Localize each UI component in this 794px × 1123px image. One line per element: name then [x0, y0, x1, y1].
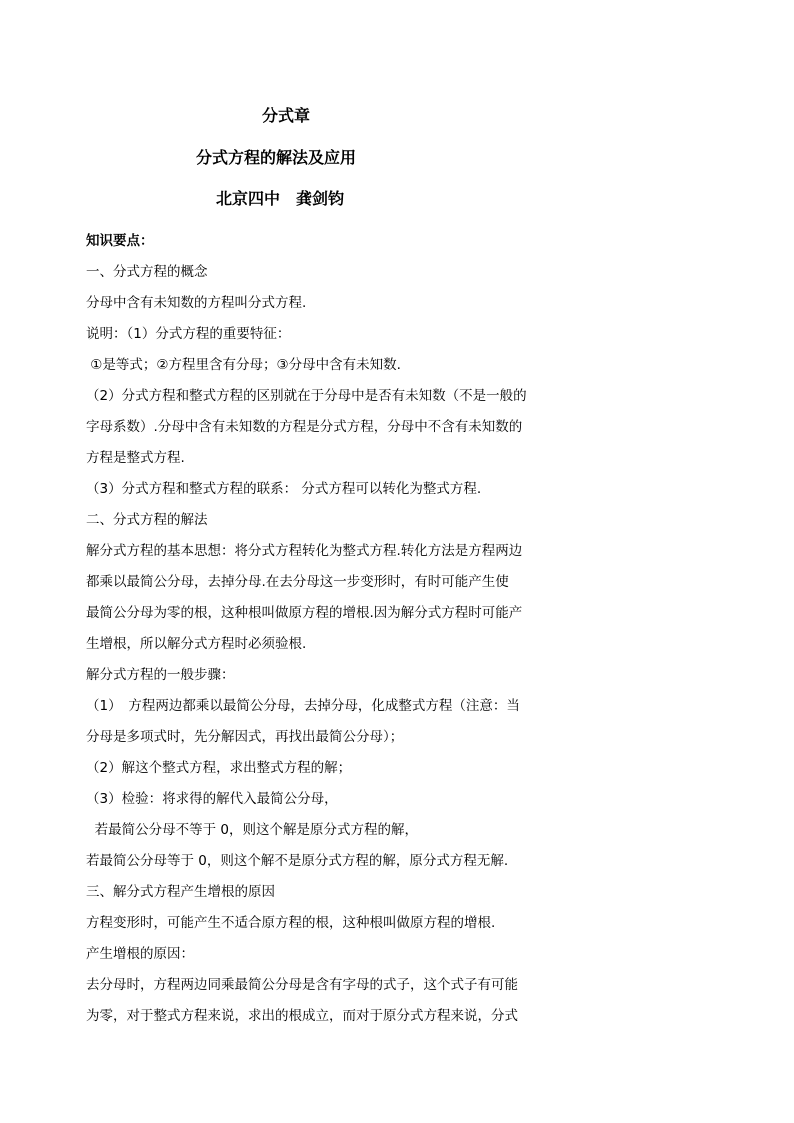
text-line: 方程变形时，可能产生不适合原方程的根，这种根叫做原方程的增根.	[86, 915, 496, 931]
text-line: 若最简公分母等于 0，则这个解不是原分式方程的解，原分式方程无解.	[86, 853, 509, 869]
document-body	[86, 226, 556, 1032]
text-line: （2）解这个整式方程，求出整式方程的解；	[86, 760, 352, 776]
text-line: （3）分式方程和整式方程的联系： 分式方程可以转化为整式方程.	[86, 481, 482, 497]
text-line: ①是等式；②方程里含有分母；③分母中含有未知数.	[86, 357, 401, 373]
text-line: 最简公分母为零的根，这种根叫做原方程的增根.因为解分式方程时可能产	[86, 605, 523, 621]
text-line: （1） 方程两边都乘以最简公分母，去掉分母，化成整式方程（注意：当	[86, 698, 520, 714]
chapter-title: 分式章	[262, 106, 311, 125]
text-line: 去分母时，方程两边同乘最简公分母是含有字母的式子，这个式子有可能	[86, 977, 518, 993]
text-line: 分母中含有未知数的方程叫分式方程.	[86, 295, 307, 311]
text-line: 若最简公分母不等于 0，则这个解是原分式方程的解，	[86, 822, 418, 838]
section-heading: 知识要点：	[86, 233, 154, 249]
heading-concept: 一、分式方程的概念	[86, 264, 208, 280]
heading-solution: 二、分式方程的解法	[86, 512, 208, 528]
lesson-title: 分式方程的解法及应用	[196, 148, 357, 167]
text-line: 都乘以最简公分母，去掉分母.在去分母这一步变形时，有时可能产生使	[86, 574, 509, 590]
text-line: 解分式方程的一般步骤：	[86, 667, 235, 683]
text-line: 解分式方程的基本思想：将分式方程转化为整式方程.转化方法是方程两边	[86, 543, 523, 559]
text-line: 为零，对于整式方程来说，求出的根成立，而对于原分式方程来说，分式	[86, 1008, 518, 1024]
text-line: 分母是多项式时，先分解因式，再找出最简公分母）；	[86, 729, 404, 745]
heading-extraneous-root: 三、解分式方程产生增根的原因	[86, 884, 275, 900]
text-line: 生增根，所以解分式方程时必须验根.	[86, 636, 307, 652]
text-line: （3）检验：将求得的解代入最简公分母，	[86, 791, 338, 807]
text-line: 方程是整式方程.	[86, 450, 185, 466]
text-line: 说明：（1）分式方程的重要特征：	[86, 326, 291, 342]
text-line: 产生增根的原因：	[86, 946, 194, 962]
author-line: 北京四中 龚剑钧	[216, 189, 345, 208]
text-line: 字母系数）.分母中含有未知数的方程是分式方程，分母中不含有未知数的	[86, 419, 523, 435]
text-line: （2）分式方程和整式方程的区别就在于分母中是否有未知数（不是一般的	[86, 388, 527, 404]
